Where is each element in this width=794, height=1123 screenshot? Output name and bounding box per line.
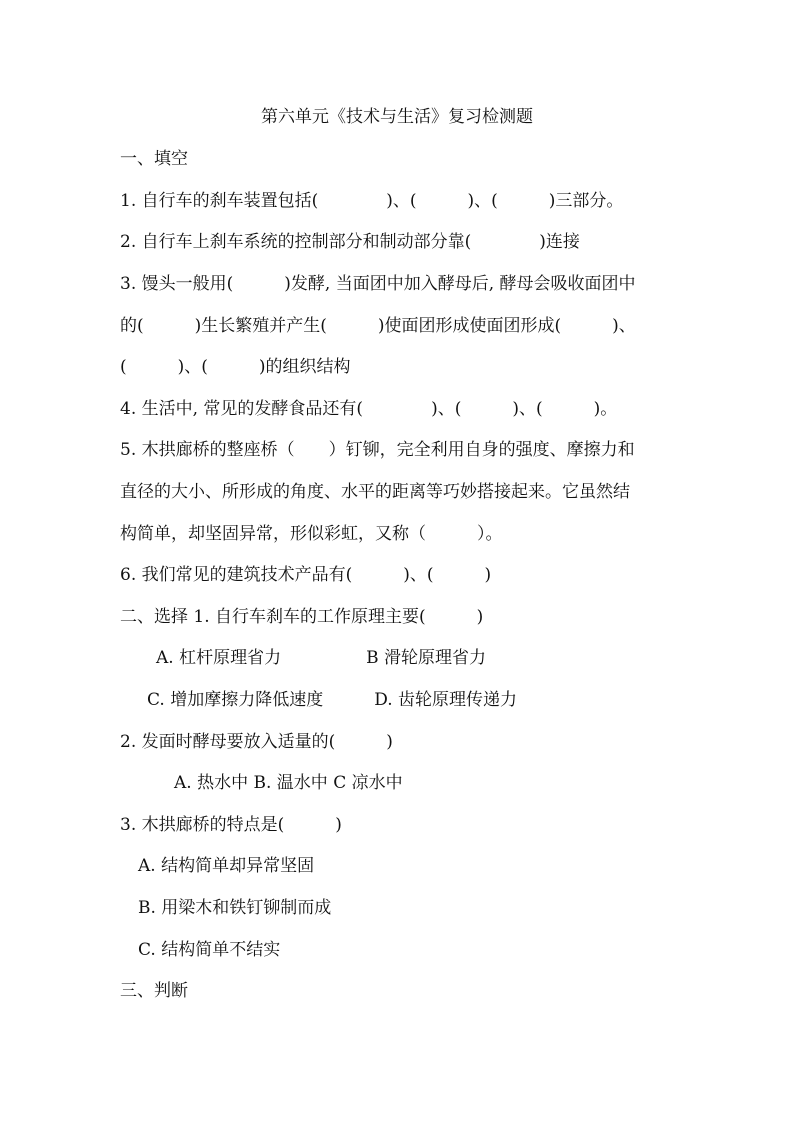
question-line-5-cont-1: 直径的大小、所形成的角度、水平的距离等巧妙搭接起来。它虽然结	[120, 482, 630, 502]
choice-question-3: 3. 木拱廊桥的特点是( )	[120, 815, 342, 835]
section-heading-fill-blank: 一、填空	[120, 149, 188, 169]
question-line-3: 3. 馒头一般用( )发酵, 当面团中加入酵母后, 酵母会吸收面团中	[120, 274, 636, 294]
question-line-2: 2. 自行车上刹车系统的控制部分和制动部分靠( )连接	[120, 232, 580, 252]
question-line-3-cont-1: 的( )生长繁殖并产生( )使面团形成使面团形成( )、	[120, 316, 636, 336]
question-line-6: 6. 我们常见的建筑技术产品有( )、( )	[120, 565, 492, 585]
question-line-5-cont-2: 构简单，却坚固异常，形似彩虹，又称（ ）。	[120, 524, 503, 544]
choice-options-1a: A. 杠杆原理省力 B 滑轮原理省力	[156, 648, 486, 668]
question-line-4: 4. 生活中, 常见的发酵食品还有( )、( )、( )。	[120, 399, 618, 419]
document-title: 第六单元《技术与生活》复习检测题	[261, 107, 533, 127]
choice-question-2: 2. 发面时酵母要放入适量的( )	[120, 732, 393, 752]
choice-option-3c: C. 结构简单不结实	[138, 940, 281, 960]
choice-option-3a: A. 结构简单却异常坚固	[138, 856, 315, 876]
choice-options-1b: C. 增加摩擦力降低速度 D. 齿轮原理传递力	[147, 690, 518, 710]
choice-options-2: A. 热水中 B. 温水中 C 凉水中	[174, 773, 403, 793]
choice-option-3b: B. 用梁木和铁钉铆制而成	[138, 898, 332, 918]
question-line-3-cont-2: ( )、( )的组织结构	[120, 357, 351, 377]
section-heading-choice: 二、选择 1. 自行车刹车的工作原理主要( )	[120, 607, 484, 627]
section-heading-judge: 三、判断	[120, 981, 188, 1001]
question-line-1: 1. 自行车的刹车装置包括( )、( )、( )三部分。	[120, 191, 624, 211]
question-line-5: 5. 木拱廊桥的整座桥（ ）钉铆，完全利用自身的强度、摩擦力和	[120, 440, 635, 460]
